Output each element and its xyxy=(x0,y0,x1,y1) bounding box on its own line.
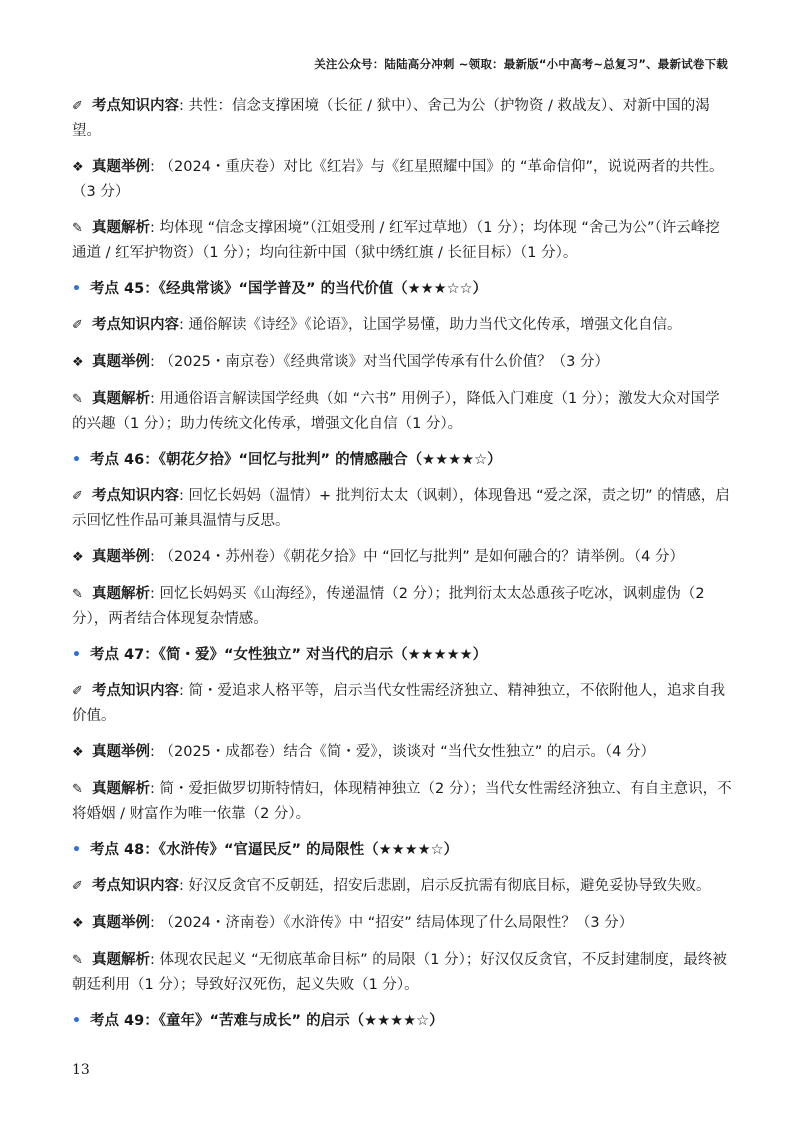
example-text: （2025・南京卷）《经典常谈》对当代国学传承有什么价值？（3 分） xyxy=(159,354,609,370)
example-paragraph: ❖ 真题举例: （2024・济南卷）《水浒传》中 “招安” 结局体现了什么局限性？（3 分） xyxy=(72,911,732,936)
example-label: 真题举例 xyxy=(92,159,150,175)
diamond-icon: ❖ xyxy=(72,550,84,565)
knowledge-label: 考点知识内容 xyxy=(92,317,179,333)
kaodian-heading xyxy=(72,1009,732,1033)
analysis-text: 用通俗语言解读国学经典（如 “六书” 用例子），降低入门难度（1 分）；激发大众对国学的兴趣（1 分）；助力传统文化传承，增强文化自信（1 分）。 xyxy=(72,391,720,432)
example-paragraph: ❖ 真题举例: （2024・重庆卷）对比《红岩》与《红星照耀中国》的 “革命信仰”，说说两者的共性。（3 分） xyxy=(72,155,732,204)
knowledge-paragraph: ✐ 考点知识内容: 简・爱追求人格平等，启示当代女性需经济独立、精神独立，不依附他人，追求自我价值。 xyxy=(72,679,732,728)
kaodian-title: 考点 48：《水浒传》“官逼民反” 的局限性（★★★★☆） xyxy=(90,842,459,858)
analysis-text: 回忆长妈妈买《山海经》，传递温情（2 分）；批判衍太太怂恿孩子吃冰，讽刺虚伪（2 分），两者结合体现复杂情感。 xyxy=(72,586,705,627)
bullet-icon: • xyxy=(72,452,81,468)
analysis-text: 均体现 “信念支撑困境”（江姐受刑 / 红军过草地）（1 分）；均体现 “舍己为公”（许云峰挖通道 / 红军护物资）（1 分）；均向往新中国（狱中绣红旗 / 长征目标）（1 分）。 xyxy=(72,220,720,261)
example-paragraph: ❖ 真题举例: （2024・苏州卷）《朝花夕拾》中 “回忆与批判” 是如何融合的？请举例。（4 分） xyxy=(72,545,732,570)
diamond-icon: ❖ xyxy=(72,355,84,370)
analysis-text: 体现农民起义 “无彻底革命目标” 的局限（1 分）；好汉仅反贪官，不反封建制度，最终被朝廷利用（1 分）；导致好汉死伤，起义失败（1 分）。 xyxy=(72,952,727,993)
example-label: 真题举例 xyxy=(92,744,150,760)
knowledge-label: 考点知识内容 xyxy=(92,488,179,504)
kaodian-title: 考点 49：《童年》“苦难与成长” 的启示（★★★★☆） xyxy=(90,1013,444,1029)
knowledge-text: 通俗解读《诗经》《论语》，让国学易懂，助力当代文化传承，增强文化自信。 xyxy=(188,317,682,333)
knowledge-text: 简・爱追求人格平等，启示当代女性需经济独立、精神独立，不依附他人，追求自我价值。 xyxy=(72,683,725,724)
analysis-paragraph: ✎ 真题解析: 用通俗语言解读国学经典（如 “六书” 用例子），降低入门难度（1 分）；激发大众对国学的兴趣（1 分）；助力传统文化传承，增强文化自信（1 分）。 xyxy=(72,387,732,436)
pencil-icon: ✐ xyxy=(72,99,83,114)
bullet-icon: • xyxy=(72,1013,81,1029)
analysis-text: 简・爱拒做罗切斯特情妇，体现精神独立（2 分）；当代女性需经济独立、有自主意识，不将婚姻 / 财富作为唯一依靠（2 分）。 xyxy=(72,781,732,822)
example-label: 真题举例 xyxy=(92,549,150,565)
example-paragraph: ❖ 真题举例: （2025・成都卷）结合《简・爱》，谈谈对 “当代女性独立” 的启示。（4 分） xyxy=(72,740,732,765)
bullet-icon: • xyxy=(72,281,81,297)
pencil-icon: ✐ xyxy=(72,879,83,894)
diamond-icon: ❖ xyxy=(72,160,84,175)
kaodian-heading xyxy=(72,643,732,667)
knowledge-text: 好汉反贪官不反朝廷，招安后悲剧，启示反抗需有彻底目标，避免妥协导致失败。 xyxy=(188,878,711,894)
analysis-paragraph: ✎ 真题解析: 回忆长妈妈买《山海经》，传递温情（2 分）；批判衍太太怂恿孩子吃冰，讽刺虚伪（2 分），两者结合体现复杂情感。 xyxy=(72,582,732,631)
analysis-paragraph: ✎ 真题解析: 均体现 “信念支撑困境”（江姐受刑 / 红军过草地）（1 分）；均体现 “舍己为公”（许云峰挖通道 / 红军护物资）（1 分）；均向往新中国（狱中绣红旗 / 长征目标）（1 分）。 xyxy=(72,216,732,265)
bullet-icon: • xyxy=(72,842,81,858)
pen-icon: ✎ xyxy=(72,953,83,968)
diamond-icon: ❖ xyxy=(72,745,84,760)
diamond-icon: ❖ xyxy=(72,916,84,931)
knowledge-paragraph: ✐ 考点知识内容: 回忆长妈妈（温情）+ 批判衍太太（讽刺），体现鲁迅 “爱之深，责之切” 的情感，启示回忆性作品可兼具温情与反思。 xyxy=(72,484,732,533)
analysis-label: 真题解析 xyxy=(92,391,150,407)
kaodian-title: 考点 47：《简・爱》“女性独立” 对当代的启示（★★★★★） xyxy=(90,647,488,663)
page-content xyxy=(72,94,732,1045)
knowledge-label: 考点知识内容 xyxy=(92,683,179,699)
example-paragraph: ❖ 真题举例: （2025・南京卷）《经典常谈》对当代国学传承有什么价值？（3 分） xyxy=(72,350,732,375)
bullet-icon: • xyxy=(72,647,81,663)
kaodian-heading xyxy=(72,838,732,862)
page-number: 13 xyxy=(72,1062,90,1078)
knowledge-paragraph: ✐ 考点知识内容: 好汉反贪官不反朝廷，招安后悲剧，启示反抗需有彻底目标，避免妥协导致失败。 xyxy=(72,874,732,899)
analysis-label: 真题解析 xyxy=(92,220,150,236)
kaodian-heading xyxy=(72,277,732,301)
analysis-paragraph: ✎ 真题解析: 简・爱拒做罗切斯特情妇，体现精神独立（2 分）；当代女性需经济独立、有自主意识，不将婚姻 / 财富作为唯一依靠（2 分）。 xyxy=(72,777,732,826)
example-text: （2025・成都卷）结合《简・爱》，谈谈对 “当代女性独立” 的启示。（4 分） xyxy=(159,744,655,760)
page-header: 关注公众号：陆陆高分冲刺 ~领取：最新版“小中高考~总复习”、最新试卷下载 xyxy=(314,57,728,71)
kaodian-title: 考点 46：《朝花夕拾》“回忆与批判” 的情感融合（★★★★☆） xyxy=(90,452,502,468)
knowledge-paragraph: ✐ 考点知识内容: 通俗解读《诗经》《论语》，让国学易懂，助力当代文化传承，增强文化自信。 xyxy=(72,313,732,338)
kaodian-heading xyxy=(72,448,732,472)
analysis-label: 真题解析 xyxy=(92,781,150,797)
pencil-icon: ✐ xyxy=(72,489,83,504)
knowledge-text: 回忆长妈妈（温情）+ 批判衍太太（讽刺），体现鲁迅 “爱之深，责之切” 的情感，启示回忆性作品可兼具温情与反思。 xyxy=(72,488,730,529)
pen-icon: ✎ xyxy=(72,221,83,236)
example-label: 真题举例 xyxy=(92,915,150,931)
example-text: （2024・苏州卷）《朝花夕拾》中 “回忆与批判” 是如何融合的？请举例。（4 分） xyxy=(159,549,684,565)
example-label: 真题举例 xyxy=(92,354,150,370)
knowledge-label: 考点知识内容 xyxy=(92,98,179,114)
knowledge-text: 共性：信念支撑困境（长征 / 狱中）、舍己为公（护物资 / 救战友）、对新中国的渴望。 xyxy=(72,98,710,139)
pen-icon: ✎ xyxy=(72,392,83,407)
pen-icon: ✎ xyxy=(72,782,83,797)
example-text: （2024・济南卷）《水浒传》中 “招安” 结局体现了什么局限性？（3 分） xyxy=(159,915,634,931)
pen-icon: ✎ xyxy=(72,587,83,602)
analysis-paragraph: ✎ 真题解析: 体现农民起义 “无彻底革命目标” 的局限（1 分）；好汉仅反贪官，不反封建制度，最终被朝廷利用（1 分）；导致好汉死伤，起义失败（1 分）。 xyxy=(72,948,732,997)
pencil-icon: ✐ xyxy=(72,318,83,333)
example-text: （2024・重庆卷）对比《红岩》与《红星照耀中国》的 “革命信仰”，说说两者的共性。（3 分） xyxy=(72,159,724,200)
analysis-label: 真题解析 xyxy=(92,952,150,968)
knowledge-label: 考点知识内容 xyxy=(92,878,179,894)
kaodian-title: 考点 45：《经典常谈》“国学普及” 的当代价值（★★★☆☆） xyxy=(90,281,488,297)
analysis-label: 真题解析 xyxy=(92,586,150,602)
pencil-icon: ✐ xyxy=(72,684,83,699)
knowledge-paragraph: ✐ 考点知识内容: 共性：信念支撑困境（长征 / 狱中）、舍己为公（护物资 / 救战友）、对新中国的渴望。 xyxy=(72,94,732,143)
